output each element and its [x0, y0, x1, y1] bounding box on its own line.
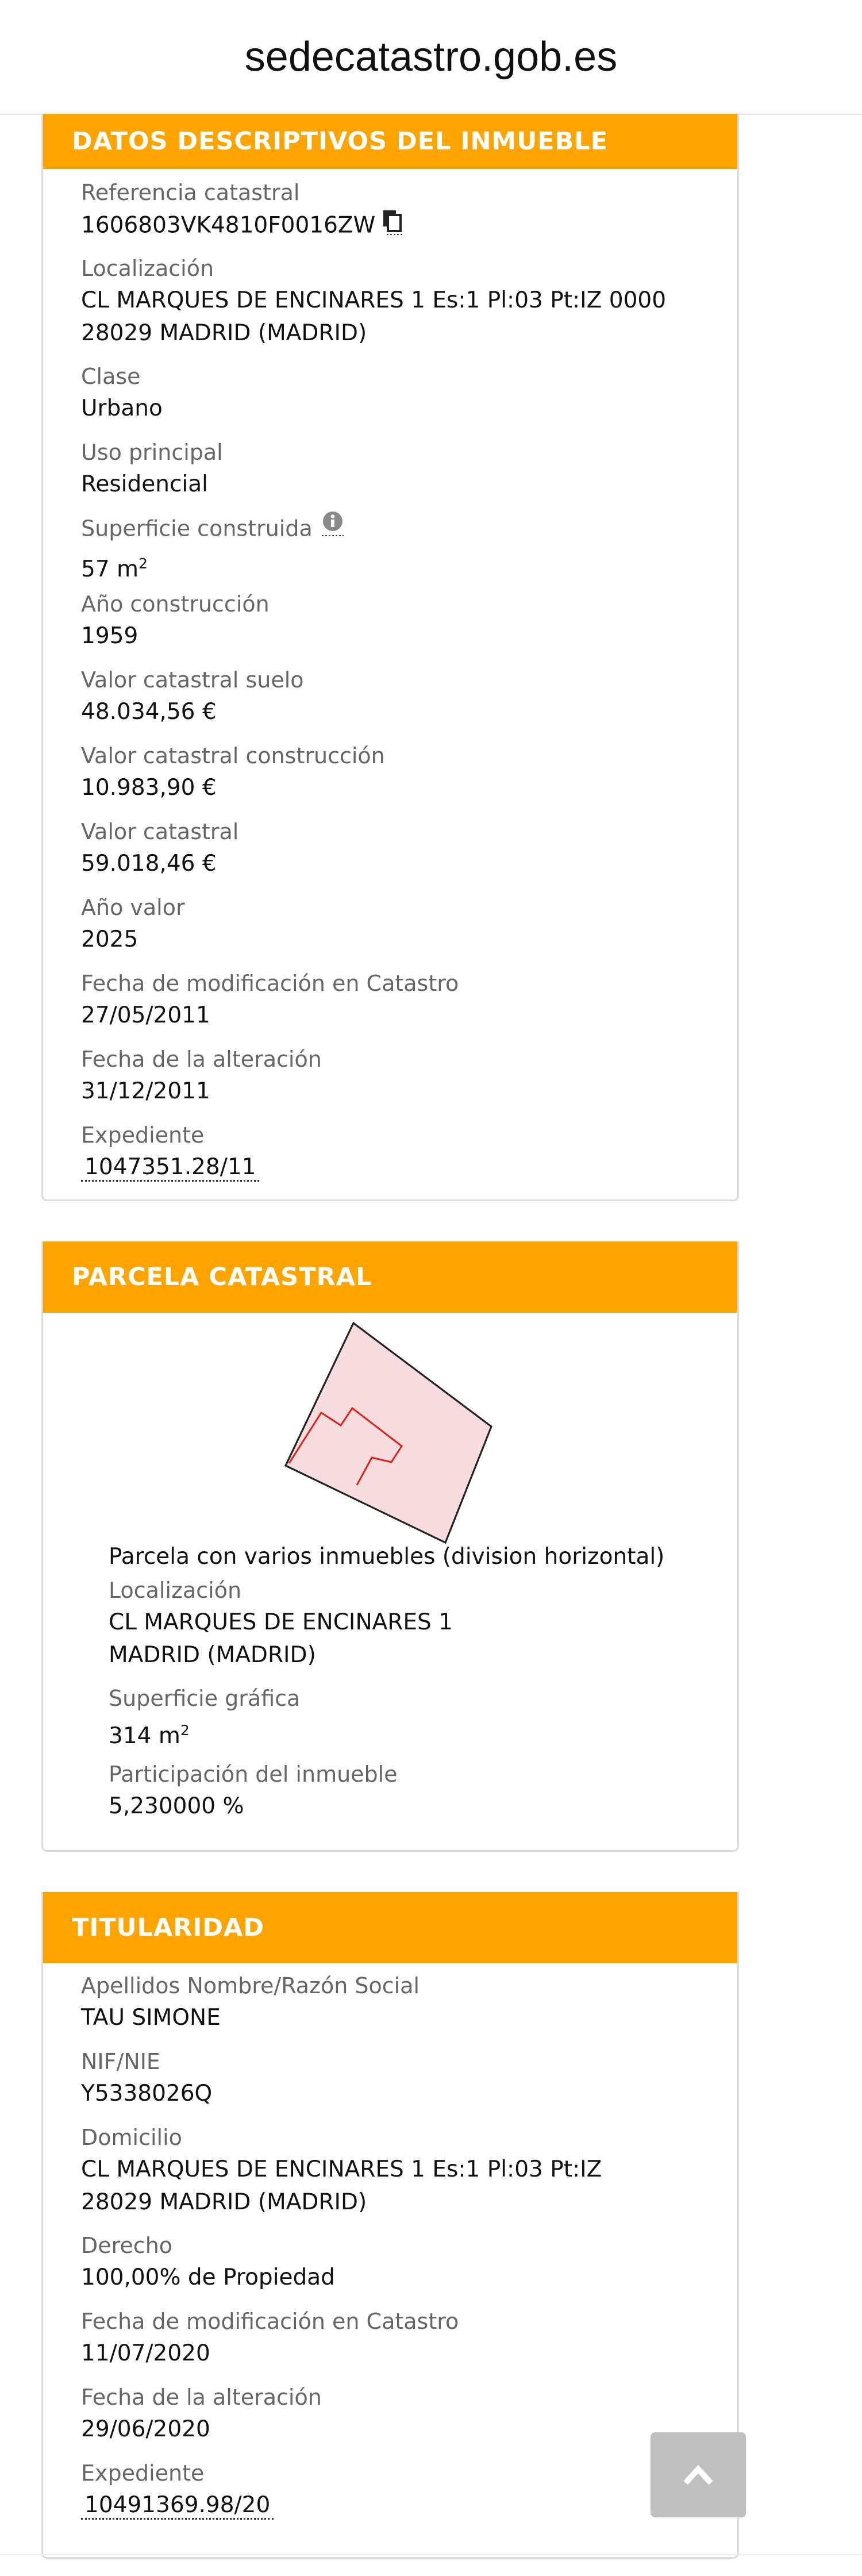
field-label: Derecho: [81, 2233, 173, 2258]
copy-icon[interactable]: [381, 208, 404, 245]
field-value-row: [81, 2489, 274, 2521]
field-expediente: [81, 1120, 259, 1183]
field-localizacion: [81, 253, 666, 349]
info-icon[interactable]: [321, 510, 345, 545]
field-value: Residencial: [81, 471, 208, 497]
field-ano-valor: [81, 892, 185, 956]
field-label: Superficie construida: [81, 516, 313, 541]
titularidad-card-title: TITULARIDAD: [72, 1913, 265, 1942]
field-value-line2: 28029 MADRID (MADRID): [81, 320, 367, 346]
field-value: Y5338026Q: [81, 2081, 213, 2106]
titularidad-card: [41, 1892, 739, 2559]
field-value: Urbano: [81, 395, 163, 421]
field-value-line2: 28029 MADRID (MADRID): [81, 2189, 367, 2215]
inmueble-card-header: [43, 114, 737, 169]
field-value: 27/05/2011: [81, 1002, 210, 1028]
field-value: TAU SIMONE: [81, 2005, 221, 2031]
field-value: 59.018,46 €: [81, 851, 217, 876]
chevron-up-icon: [681, 2463, 715, 2486]
field-fecha-alteracion: [81, 1044, 322, 1108]
field-label: Valor catastral: [81, 819, 239, 844]
field-label: Valor catastral suelo: [81, 667, 304, 693]
field-clase: [81, 361, 163, 425]
field-value-row: [81, 1151, 259, 1183]
inmueble-card: [41, 114, 739, 1201]
description-text: Parcela con varios inmuebles (division horizontal): [109, 1544, 665, 1570]
field-label: Superficie gráfica: [109, 1686, 301, 1711]
address-domain[interactable]: sedecatastro.gob.es: [244, 34, 618, 80]
titular-field-nif: [81, 2046, 212, 2110]
field-label: Participación del inmueble: [109, 1762, 398, 1787]
inmueble-card-title: DATOS DESCRIPTIVOS DEL INMUEBLE: [72, 127, 609, 156]
parcela-field-superficie-grafica: [109, 1683, 300, 1752]
field-label: Valor catastral construcción: [81, 743, 385, 768]
field-label: Expediente: [81, 2460, 205, 2486]
field-value-line2: MADRID (MADRID): [109, 1642, 316, 1668]
field-fecha-modificacion: [81, 968, 459, 1032]
field-label: Localización: [81, 256, 214, 281]
field-label: Expediente: [81, 1122, 205, 1148]
field-label: Uso principal: [81, 440, 223, 465]
unit-superscript: 2: [180, 1722, 190, 1739]
field-valor-construccion: [81, 740, 385, 804]
field-label-row: [81, 513, 345, 547]
field-label: Apellidos Nombre/Razón Social: [81, 1973, 420, 1998]
field-value-row: [81, 547, 345, 586]
parcela-field-localizacion: [109, 1575, 453, 1671]
referencia-catastral-value: 1606803VK4810F0016ZW: [81, 212, 376, 239]
field-label: NIF/NIE: [81, 2049, 160, 2074]
parcela-field-participacion: [109, 1759, 398, 1823]
field-label: Fecha de modificación en Catastro: [81, 2309, 459, 2334]
field-ano-construccion: [81, 589, 270, 652]
titular-field-expediente: [81, 2458, 274, 2521]
field-value-line1: CL MARQUES DE ENCINARES 1 Es:1 Pl:03 Pt:IZ: [81, 2156, 602, 2182]
titularidad-card-header: [43, 1892, 737, 1963]
field-label: Año valor: [81, 895, 185, 920]
unit-superscript: 2: [138, 555, 148, 572]
parcela-description: [109, 1540, 664, 1573]
parcela-card-header: [43, 1241, 737, 1313]
expediente-link[interactable]: 10491369.98/20: [81, 2492, 274, 2520]
field-value: 31/12/2011: [81, 1078, 210, 1104]
titular-field-derecho: [81, 2230, 335, 2294]
parcela-card-title: PARCELA CATASTRAL: [72, 1263, 372, 1291]
browser-address-bar[interactable]: [0, 0, 862, 115]
field-value: 11/07/2020: [81, 2340, 210, 2366]
field-value: 5,230000 %: [109, 1793, 244, 1819]
superficie-grafica-value: 314 m: [109, 1723, 180, 1749]
field-label: Fecha de la alteración: [81, 2385, 322, 2410]
field-valor-catastral: [81, 816, 238, 880]
field-label: Referencia catastral: [81, 180, 300, 205]
titular-field-fecha-modificacion: [81, 2306, 459, 2370]
expediente-link[interactable]: 1047351.28/11: [81, 1154, 259, 1182]
field-label: Fecha de la alteración: [81, 1047, 322, 1072]
field-label: Localización: [109, 1578, 242, 1603]
field-value: 1959: [81, 623, 138, 649]
field-value-line1: CL MARQUES DE ENCINARES 1: [109, 1609, 453, 1635]
field-value: 48.034,56 €: [81, 699, 217, 725]
field-value-row: [81, 208, 404, 245]
field-label: Clase: [81, 364, 141, 389]
field-referencia: [81, 177, 404, 245]
field-label: Domicilio: [81, 2125, 182, 2150]
titular-field-domicilio: [81, 2122, 602, 2219]
field-value: 29/06/2020: [81, 2416, 210, 2442]
superficie-construida-value: 57 m: [81, 556, 139, 582]
field-label: Año construcción: [81, 591, 270, 617]
field-value: 100,00% de Propiedad: [81, 2264, 335, 2290]
titular-field-fecha-alteracion: [81, 2382, 322, 2446]
field-uso-principal: [81, 437, 223, 501]
field-value-line1: CL MARQUES DE ENCINARES 1 Es:1 Pl:03 Pt:IZ 0000: [81, 287, 667, 313]
parcela-card: [41, 1241, 739, 1852]
field-value: 2025: [81, 926, 138, 952]
field-label: Fecha de modificación en Catastro: [81, 971, 459, 996]
field-superficie-construida: [81, 513, 345, 586]
parcel-map[interactable]: [279, 1315, 555, 1545]
titular-field-nombre: [81, 1970, 420, 2034]
page-bottom-divider: [0, 2554, 862, 2555]
scroll-to-top-button[interactable]: [651, 2432, 746, 2517]
field-value: 10.983,90 €: [81, 775, 217, 801]
field-value-row: [109, 1714, 300, 1752]
field-valor-suelo: [81, 664, 304, 728]
